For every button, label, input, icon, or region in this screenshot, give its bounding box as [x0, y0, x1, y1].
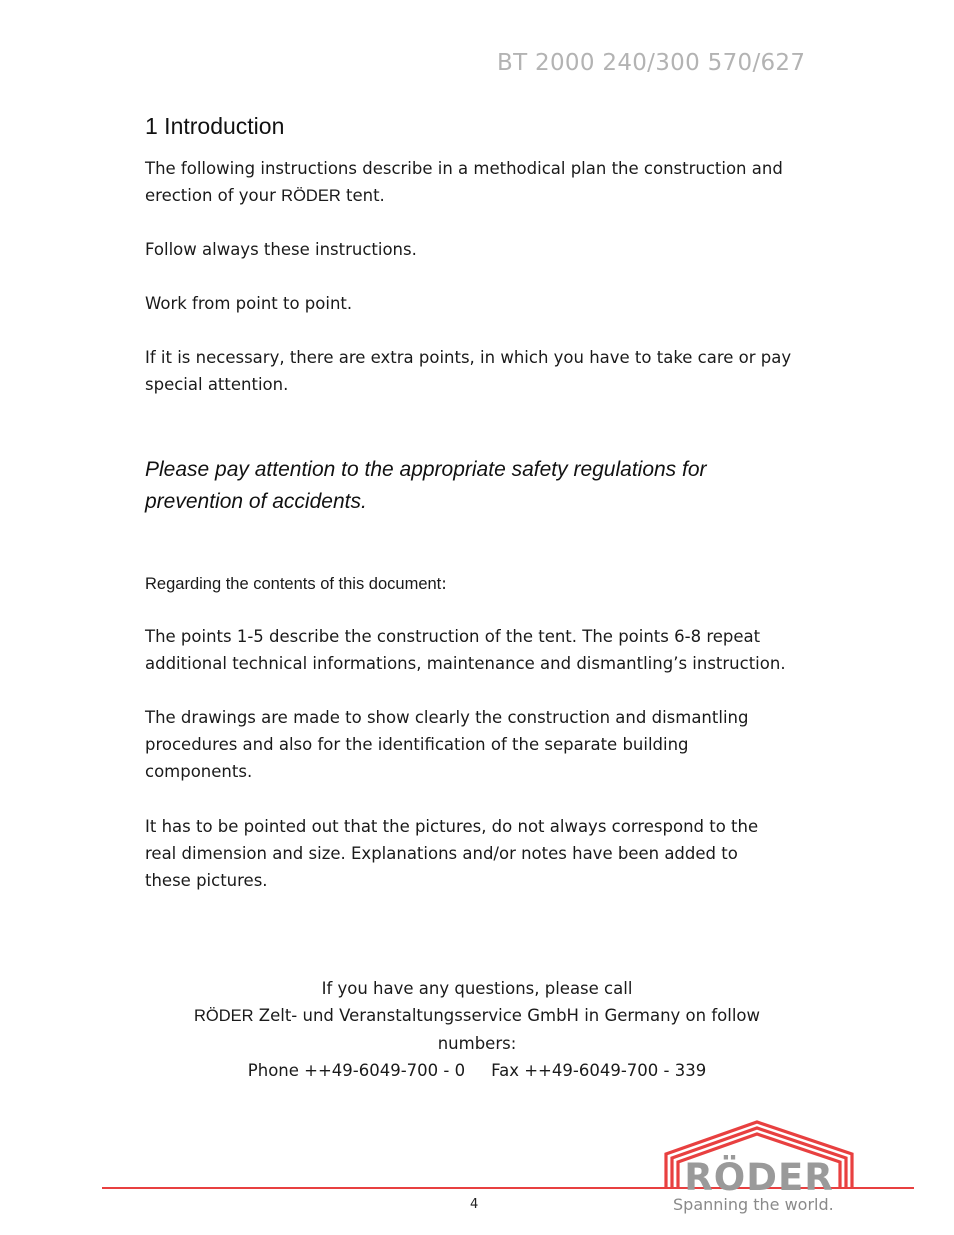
intro-line-2-after: tent. [340, 186, 385, 205]
points-line-2: additional technical informations, maintenance and dismantling’s instruction. [145, 654, 786, 673]
intro-line-2-before: erection of your [145, 186, 282, 205]
drawings-line-1: The drawings are made to show clearly the construction and dismantling [145, 708, 749, 727]
intro-line-1: The following instructions describe in a methodical plan the construction and [145, 159, 783, 178]
logo-tagline: Spanning the world. [673, 1195, 834, 1214]
contents-heading [145, 570, 447, 598]
intro-paragraph [145, 155, 783, 210]
contents-colon: : [441, 574, 447, 593]
work-paragraph: Work from point to point. [145, 294, 353, 313]
contact-brand: RÖDER [193, 1007, 254, 1025]
warning-line-2: prevention of accidents. [145, 490, 367, 513]
extra-line-1: If it is necessary, there are extra points, in which you have to take care or pay [145, 348, 792, 367]
contact-line-1: If you have any questions, please call [321, 979, 633, 998]
brand-name: RÖDER [281, 187, 341, 205]
extra-points-paragraph [145, 344, 791, 398]
points-line-1: The points 1-5 describe the construction of the tent. The points 6-8 repeat [145, 627, 761, 646]
warning-line-1: Please pay attention to the appropriate safety regulations for [145, 458, 707, 481]
page-number: 4 [470, 1197, 479, 1212]
section-heading: 1 Introduction [145, 113, 285, 139]
drawings-paragraph [145, 704, 748, 785]
pictures-line-2: real dimension and size. Explanations and/or notes have been added to [145, 844, 738, 863]
pictures-paragraph [145, 813, 758, 894]
contact-block [0, 975, 954, 1084]
pictures-line-3: these pictures. [145, 871, 268, 890]
contact-numbers [0, 1057, 954, 1084]
fax-number: Fax ++49-6049-700 - 339 [491, 1061, 707, 1080]
phone-number: Phone ++49-6049-700 - 0 [247, 1061, 466, 1080]
contact-company: Zelt- und Veranstaltungsservice GmbH in Germany on follow [253, 1006, 761, 1025]
drawings-line-3: components. [145, 762, 253, 781]
follow-paragraph: Follow always these instructions. [145, 240, 417, 259]
document-model-title: BT 2000 240/300 570/627 [497, 50, 806, 76]
extra-line-2: special attention. [145, 375, 289, 394]
drawings-line-2: procedures and also for the identification of the separate building [145, 735, 689, 754]
safety-warning [145, 454, 707, 518]
contents-label: Regarding the contents of this document [145, 575, 442, 593]
logo-text: RÖDER [684, 1156, 834, 1199]
contact-line-3: numbers: [437, 1034, 517, 1053]
pictures-line-1: It has to be pointed out that the pictures, do not always correspond to the [145, 817, 759, 836]
points-paragraph [145, 623, 786, 677]
contact-line-2 [0, 1002, 954, 1030]
